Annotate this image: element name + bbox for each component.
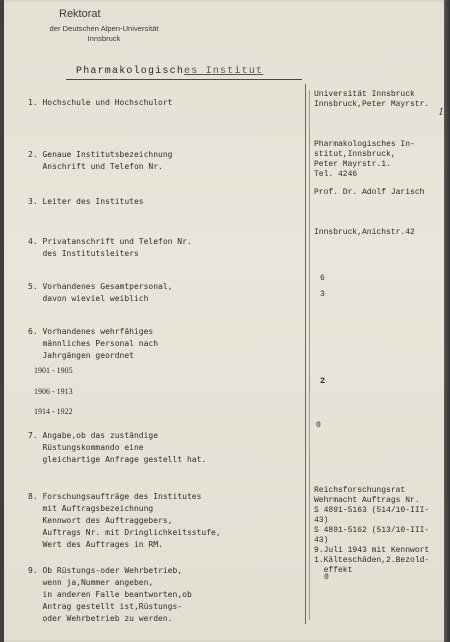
answer-4: Innsbruck,Anichstr.42 <box>314 228 415 237</box>
question-7: 7. Angabe,ob das zuständige Rüstungskommando eine gleichartige Anfrage gestellt hat. <box>28 431 207 464</box>
page-edge-shadow <box>444 0 450 642</box>
title-underline <box>66 79 302 80</box>
letterhead-line-1: Rektorat <box>59 8 101 20</box>
answer-3: Prof. Dr. Adolf Jarisch <box>314 188 425 197</box>
column-divider <box>305 84 306 624</box>
answer-2: Pharmakologisches In- stitut,Innsbruck, Peter Mayrstr.1. Tel. 4246 <box>314 140 415 179</box>
question-4: 4. Privatanschrift und Telefon Nr. des Institutsleiters <box>28 237 192 258</box>
answer-1: Universität Innsbruck Innsbruck,Peter Mayrstr. <box>314 90 430 109</box>
question-1: 1. Hochschule und Hochschulort <box>28 98 173 107</box>
document-page <box>4 0 450 642</box>
year-range-3: 1914 - 1922 <box>34 407 73 416</box>
year-range-1: 1901 - 1905 <box>34 366 73 375</box>
column-divider-shadow <box>309 90 310 620</box>
question-2: 2. Genaue Institutsbezeichnung Anschrift und Telefon Nr. <box>28 150 173 171</box>
question-8: 8. Forschungsaufträge des Institutes mit Auftragsbezeichnung Kennwort des Auftraggebers, Auftrags Nr. mit Dringlichkeitsstufe, Wert des Auftrages in RM. <box>28 492 221 549</box>
answer-6: 2 <box>320 376 326 386</box>
answer-8: Reichsforschungsrat Wehrmacht Auftrags Nr. S 4891-5163 (514/10-III- 43) S 4891-5162 (513/10-III- 43) 9.Juli 1943 mit Kennwort 1.Kälteschäden,2.Bezold- effekt <box>314 486 430 575</box>
question-6: 6. Vorhandenes wehrfähiges männliches Personal nach Jahrgängen geordnet <box>28 327 159 360</box>
margin-mark: 1 <box>438 104 444 118</box>
letterhead-line-3: Innsbruck <box>87 34 121 43</box>
letterhead-line-2: der Deutschen Alpen-Universität <box>49 24 159 33</box>
question-5: 5. Vorhandenes Gesamtpersonal, davon wieviel weiblich <box>28 282 173 303</box>
year-range-2: 1906 - 1913 <box>34 387 73 396</box>
question-9: 9. Ob Rüstungs-oder Wehrbetrieb, wenn ja,Nummer angeben, in anderen Falle beantworten,ob Antrag gestellt ist,Rüstungs- oder Wehrbetrieb zu werden. <box>28 566 192 623</box>
answer-7: 0 <box>316 421 321 430</box>
institute-title <box>76 66 263 77</box>
institute-title-main: Pharmakologisch <box>76 66 185 77</box>
question-3: 3. Leiter des Institutes <box>28 197 144 206</box>
answer-9: 0 <box>324 573 329 582</box>
answer-5-total: 6 <box>320 274 325 283</box>
answer-5-female: 3 <box>320 290 325 299</box>
institute-title-tail: es Institut <box>184 66 264 77</box>
